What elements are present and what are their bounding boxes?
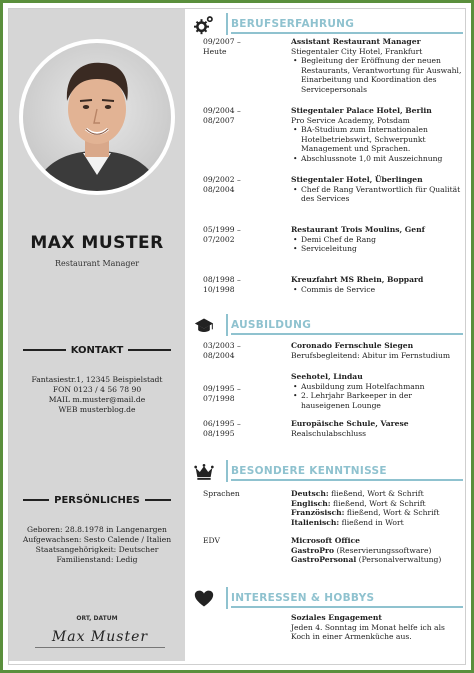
- section-divider: [226, 587, 228, 609]
- date-start: 09/2004 –: [203, 106, 241, 115]
- entry-bullet: • Abschlussnote 1,0 mit Auszeichnung: [291, 154, 463, 164]
- date-start: 05/1999 –: [203, 225, 241, 234]
- skill-key: Microsoft Office: [291, 536, 360, 545]
- entry-subtitle: Pro Service Academy, Potsdam: [291, 115, 410, 125]
- date-end: 08/2004: [203, 350, 235, 360]
- date-start: 08/1998 –: [203, 275, 241, 284]
- contact-details: [15, 375, 179, 415]
- entry-bullet: • Chef de Rang Verantwortlich für Qualität des Services: [291, 185, 463, 204]
- entry-subtitle: Stiegentaler City Hotel, Frankfurt: [291, 46, 423, 56]
- skill-row: [291, 518, 463, 528]
- personal-raised: Aufgewachsen: Sesto Calende / Italien: [22, 535, 172, 544]
- person-name: MAX MUSTER: [30, 233, 164, 253]
- section-rule: [231, 606, 463, 608]
- skill-key: GastroPersonal: [291, 555, 357, 565]
- skill-value: fließend, Wort & Schrift: [330, 498, 426, 508]
- section-divider: [226, 13, 228, 35]
- skill-value: fließend, Wort & Schrift: [344, 508, 440, 518]
- date-end: 08/2004: [203, 184, 235, 194]
- personal-heading: [23, 493, 171, 507]
- gear-icon: [193, 15, 215, 35]
- contact-email: MAIL m.muster@mail.de: [48, 395, 146, 404]
- entry-date: [203, 225, 269, 244]
- date-end: 08/2007: [203, 115, 235, 125]
- personal-details: [15, 525, 179, 565]
- skill-label: Sprachen: [203, 489, 240, 498]
- entry-title: Restaurant Trois Moulins, Genf: [291, 225, 425, 234]
- entry-date: [203, 384, 269, 403]
- skills-header: [189, 460, 467, 484]
- section-rule: [231, 333, 463, 335]
- personal-nationality: Staatsangehörigkeit: Deutscher: [35, 545, 159, 554]
- entry-subtitle: Berufsbegleitend: Abitur im Fernstudium: [291, 350, 451, 360]
- entry-body: [291, 419, 463, 438]
- main-content: [189, 9, 467, 661]
- education-title: AUSBILDUNG: [231, 319, 312, 331]
- entry-date: [203, 106, 269, 125]
- entry-date: [203, 419, 269, 438]
- date-end: 08/1995: [203, 428, 235, 438]
- entry-bullet: • Serviceleitung: [291, 244, 463, 254]
- entry-title: Europäische Schule, Varese: [291, 419, 409, 428]
- skill-row: [291, 508, 463, 518]
- entry-bullet: • Commis de Service: [291, 285, 463, 295]
- skill-rows: [291, 536, 463, 565]
- entry-date: [203, 275, 269, 294]
- interests-title: INTERESSEN & HOBBYS: [231, 592, 375, 604]
- date-end: 07/2002: [203, 234, 235, 244]
- skill-value: (Personalverwaltung): [356, 555, 442, 565]
- entry-body: [291, 175, 463, 204]
- entry-title: Coronado Fernschule Siegen: [291, 341, 414, 350]
- entry-body: [291, 106, 463, 164]
- contact-heading-text: KONTAKT: [70, 344, 124, 356]
- profile-photo: [19, 39, 175, 195]
- entry-title: Stiegentaler Palace Hotel, Berlin: [291, 106, 432, 115]
- interests-header: [189, 587, 467, 611]
- sidebar: [9, 9, 185, 661]
- contact-web: WEB musterblog.de: [58, 405, 136, 414]
- skill-value: (Reservierungssoftware): [334, 545, 432, 555]
- entry-body: [291, 37, 463, 95]
- entry-bullet: • 2. Lehrjahr Barkeeper in der hauseigenen Lounge: [291, 391, 463, 410]
- entry-title: Seehotel, Lindau: [291, 372, 363, 381]
- skill-value: fließend in Wort: [339, 517, 404, 527]
- entry-body: [291, 275, 463, 294]
- personal-birth: Geboren: 28.8.1978 in Langenargen: [27, 525, 167, 534]
- entry-body: [291, 372, 463, 410]
- entry-title: Assistant Restaurant Manager: [291, 37, 421, 46]
- section-divider: [226, 460, 228, 482]
- skill-key: Deutsch:: [291, 489, 329, 498]
- skill-row: [291, 555, 463, 565]
- heading-rule: [145, 499, 171, 501]
- entry-title: Stiegentaler Hotel, Überlingen: [291, 175, 423, 184]
- skill-value: fließend, Wort & Schrift: [328, 489, 424, 498]
- entry-bullet: • Demi Chef de Rang: [291, 235, 463, 245]
- heading-rule: [23, 349, 66, 351]
- heading-rule: [23, 499, 49, 501]
- heading-rule: [128, 349, 171, 351]
- skill-row: [291, 536, 463, 546]
- entry-body: [291, 225, 463, 254]
- entry-body: [291, 341, 463, 360]
- signature: Max Muster: [35, 629, 165, 648]
- skill-rows: [291, 489, 463, 527]
- section-rule: [231, 479, 463, 481]
- skill-key: Französisch:: [291, 508, 345, 518]
- skill-row: [291, 499, 463, 509]
- place-date-label: ORT, DATUM: [76, 615, 118, 622]
- crown-icon: [193, 462, 215, 482]
- date-start: 03/2003 –: [203, 341, 241, 350]
- heart-icon: [193, 589, 215, 609]
- section-rule: [231, 32, 463, 34]
- contact-phone: FON 0123 / 4 56 78 90: [52, 385, 142, 394]
- entry-bullet: • BA-Studium zum Internationalen Hotelbetriebswirt, Schwerpunkt Management und Sprachen.: [291, 125, 463, 154]
- section-divider: [226, 314, 228, 336]
- date-start: 06/1995 –: [203, 419, 241, 428]
- entry-subtitle: Realschulabschluss: [291, 428, 367, 438]
- experience-title: BERUFSERFAHRUNG: [231, 18, 355, 30]
- date-end: 10/1998: [203, 284, 235, 294]
- skill-label: EDV: [203, 536, 220, 545]
- entry-title: Kreuzfahrt MS Rhein, Boppard: [291, 275, 424, 284]
- skill-key: Italienisch:: [291, 517, 340, 527]
- experience-header: [189, 13, 467, 37]
- date-start: 09/2007 –: [203, 37, 241, 46]
- date-end: 07/1998: [203, 393, 235, 403]
- entry-date: [203, 175, 269, 194]
- entry-date: [203, 37, 269, 56]
- entry-bullet: • Begleitung der Eröffnung der neuen Restaurants, Verantwortung für Auswahl, Einarbeitung und Koordination des Servicepersonals: [291, 56, 463, 94]
- education-header: [189, 314, 467, 338]
- skills-title: BESONDERE KENNTNISSE: [231, 465, 387, 477]
- personal-status: Familienstand: Ledig: [56, 555, 138, 564]
- job-title: Restaurant Manager: [54, 259, 140, 268]
- date-end: Heute: [203, 46, 227, 56]
- skill-key: Englisch:: [291, 498, 331, 508]
- entry-date: [203, 341, 269, 360]
- skill-key: GastroPro: [291, 545, 335, 555]
- graduation-cap-icon: [193, 316, 215, 336]
- date-start: 09/2002 –: [203, 175, 241, 184]
- contact-address: Fantasiestr.1, 12345 Beispielstadt: [31, 375, 163, 384]
- personal-heading-text: PERSÖNLICHES: [54, 494, 140, 506]
- profile-photo-image: [23, 43, 171, 191]
- date-start: 09/1995 –: [203, 384, 241, 393]
- entry-body: [291, 613, 463, 642]
- entry-title: Soziales Engagement: [291, 613, 382, 622]
- skill-row: [291, 546, 463, 556]
- entry-text: Jeden 4. Sonntag im Monat helfe ich als Koch in einer Armenküche aus.: [291, 622, 445, 642]
- entry-bullet: • Ausbildung zum Hotelfachmann: [291, 382, 463, 392]
- contact-heading: [23, 343, 171, 357]
- skill-row: [291, 489, 463, 499]
